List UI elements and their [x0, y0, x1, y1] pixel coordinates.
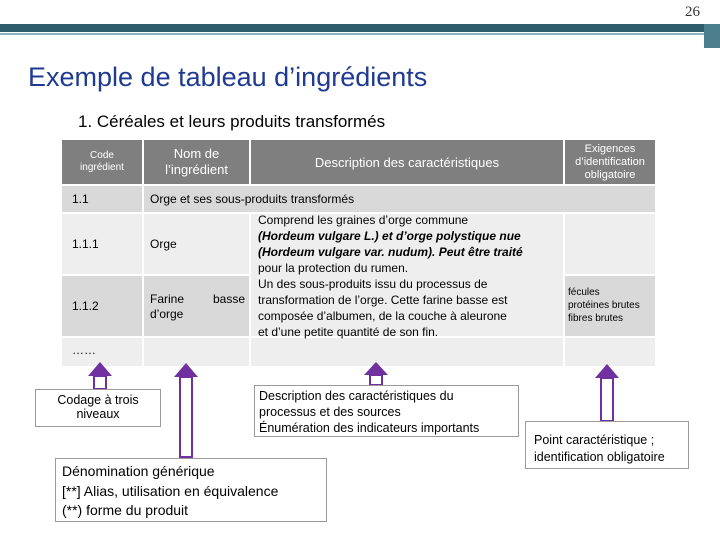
top-bar-end: [704, 24, 720, 48]
description-line: pour la protection du rumen.: [258, 261, 409, 275]
top-rule: [0, 33, 704, 35]
characteristic-callout: [525, 421, 689, 469]
description-line: Un des sous-produits issu du processus de: [258, 277, 488, 291]
description-callout-line: processus et des sources: [259, 405, 401, 419]
arrow-name-head: [174, 363, 198, 377]
requirement-item: fibres brutes: [568, 313, 624, 324]
coding-callout: [35, 389, 161, 427]
characteristic-line: Point caractéristique ;: [534, 433, 655, 447]
description-text: [258, 212, 556, 340]
header-description: Description des caractéristiques: [251, 140, 563, 184]
arrow-description-head: [364, 362, 388, 375]
naming-line: (**) forme du produit: [62, 502, 189, 518]
description-callout-line: Description des caractéristiques du: [259, 389, 454, 403]
row-2-req-cell: [565, 214, 655, 274]
naming-callout: [55, 458, 327, 522]
page-number: 26: [685, 4, 700, 20]
top-bar: [0, 24, 720, 32]
arrow-characteristic-head: [595, 364, 619, 378]
naming-line: [**] Alias, utilisation en équivalence: [62, 482, 279, 499]
naming-line: Dénomination générique: [62, 463, 215, 479]
slide-subtitle: 1. Céréales et leurs produits transformés: [78, 112, 386, 131]
code-1-1-2: 1.1.2: [72, 299, 99, 313]
description-line: composée d’albumen, de la couche à aleurone: [258, 309, 507, 323]
header-name: Nom de l’ingrédient: [144, 140, 249, 184]
characteristic-line: identification obligatoire: [534, 450, 665, 464]
description-callout-line: Énumération des indicateurs importants: [259, 421, 480, 435]
description-line: et d’une petite quantité de son fin.: [258, 325, 439, 339]
row-4-desc-cell: [251, 338, 563, 366]
row-4-req-cell: [565, 338, 655, 366]
arrow-name-shaft: [179, 376, 193, 458]
row-4-name-cell: [144, 338, 249, 366]
requirement-item: protéines brutes: [568, 300, 640, 311]
header-requirements: Exigences d’identification obligatoire: [565, 140, 655, 184]
coding-callout-text: Codage à trois niveaux: [57, 393, 139, 421]
name-1-1: Orge et ses sous-produits transformés: [150, 192, 355, 206]
requirements-text: [568, 286, 640, 325]
description-callout: [254, 385, 519, 437]
name-1-1-2: Farine basse d’orge: [150, 292, 245, 321]
description-line: transformation de l’orge. Cette farine basse est: [258, 293, 508, 307]
code-1-1: 1.1: [72, 192, 89, 206]
slide-title: Exemple de tableau d’ingrédients: [28, 62, 428, 92]
name-1-1-1: Orge: [150, 237, 177, 251]
arrow-code-shaft: [93, 375, 107, 390]
requirement-item: fécules: [568, 287, 600, 298]
description-line: (Hordeum vulgare var. nudum). Peut être traité: [258, 245, 523, 259]
header-code: Code ingrédient: [62, 140, 142, 184]
description-line: Comprend les graines d’orge commune: [258, 213, 469, 227]
arrow-characteristic-shaft: [600, 377, 614, 422]
arrow-code-head: [88, 362, 112, 376]
code-ellipsis: ……: [72, 343, 96, 357]
description-line: (Hordeum vulgare L.) et d’orge polystique nue: [258, 229, 521, 243]
code-1-1-1: 1.1.1: [72, 237, 99, 251]
